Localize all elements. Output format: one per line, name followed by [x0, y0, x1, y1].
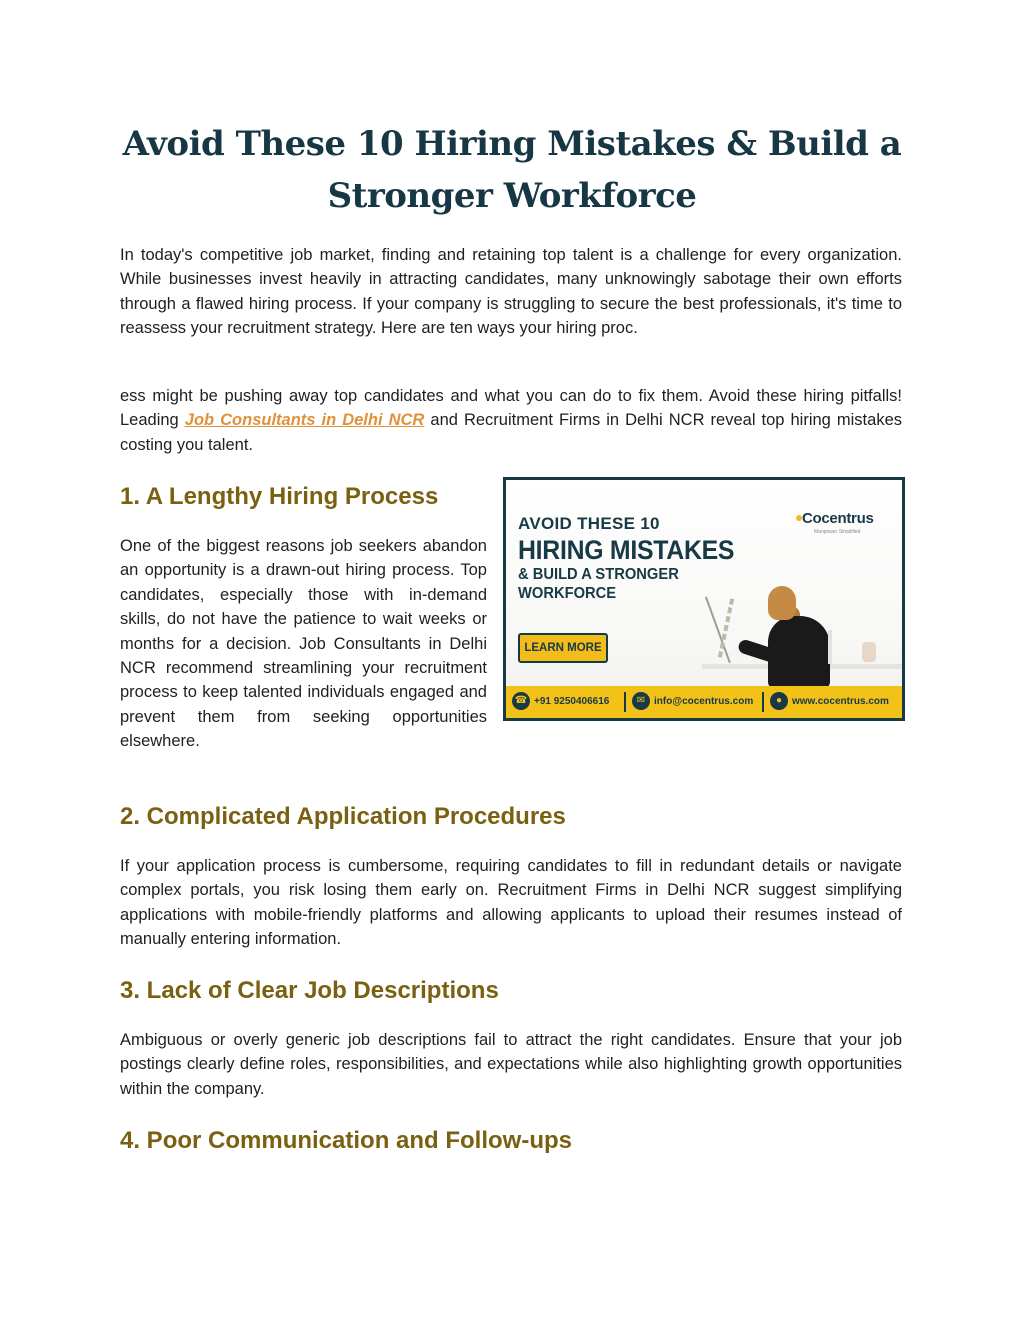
- banner-line-2: HIRING MISTAKES: [518, 535, 735, 565]
- learn-more-button: LEARN MORE: [518, 633, 608, 663]
- section-4-heading: 4. Poor Communication and Follow-ups: [120, 1127, 573, 1154]
- banner-website: [770, 692, 889, 712]
- banner-email: [632, 692, 753, 712]
- section-1-body: One of the biggest reasons job seekers abandon an opportunity is a drawn-out hiring process. Top candidates, especially those with in-demand skills, do not have the patience to wait weeks or months for a decision. Job Consultants in Delhi NCR recommend streamlining your recruitment process to keep talented individuals engaged and prevent them from seeking opportunities elsewhere.: [120, 537, 487, 751]
- section-3-body: Ambiguous or overly generic job descriptions fail to attract the right candidates. Ensure that your job postings clearly define roles, responsibilities, and expectations while also highlighting growth opportunities within the company.: [120, 1031, 902, 1098]
- cocentrus-logo: [796, 506, 880, 536]
- mail-icon: ✉: [632, 692, 650, 710]
- section-3-heading: 3. Lack of Clear Job Descriptions: [120, 977, 499, 1004]
- intro-paragraph-continued: [120, 384, 902, 457]
- job-consultants-link[interactable]: Job Consultants in Delhi NCR: [184, 411, 425, 430]
- pot-decoration: [862, 642, 876, 662]
- section-2-heading: 2. Complicated Application Procedures: [120, 803, 566, 830]
- intro-paragraph: In today's competitive job market, finding and retaining top talent is a challenge for every organization. While businesses invest heavily in attracting candidates, many unknowingly sabotage their own efforts through a flawed hiring process. If your company is struggling to secure the best professionals, it's time to reassess your recruitment strategy. Here are ten ways your hiring proc.: [120, 246, 902, 338]
- woman-at-desk-illustration: [768, 616, 830, 688]
- banner-phone: [512, 692, 609, 712]
- intro2-after: and Recruitment Firms in Delhi NCR reveal top hiring mistakes costing you talent.: [120, 411, 902, 454]
- section-2-body: If your application process is cumbersome, requiring candidates to fill in redundant details or navigate complex portals, you risk losing them early on. Recruitment Firms in Delhi NCR suggest simplifying applications with mobile-friendly platforms and allowing applicants to upload their resumes instead of manually entering information.: [120, 857, 902, 949]
- banner-contact-bar: [506, 686, 902, 718]
- contact-divider: [624, 692, 626, 712]
- banner-phone-text: +91 9250406616: [534, 696, 610, 707]
- banner-website-text: www.cocentrus.com: [792, 696, 889, 707]
- hiring-mistakes-banner-image: [503, 477, 905, 721]
- logo-tagline: Manpower Simplified: [814, 529, 861, 535]
- globe-icon: ●: [770, 692, 788, 710]
- phone-icon: ☎: [512, 692, 530, 710]
- page-title: Avoid These 10 Hiring Mistakes & Build a Stronger Workforce: [122, 124, 902, 216]
- section-1-heading: 1. A Lengthy Hiring Process: [120, 483, 439, 510]
- lamp-decoration: [828, 630, 832, 664]
- woman-head-illustration: [768, 586, 796, 620]
- banner-email-text: info@cocentrus.com: [654, 696, 754, 707]
- logo-name: Cocentrus: [802, 510, 874, 527]
- intro2-before: ess might be pushing away top candidates and what you can do to fix them. Avoid these hiring pitfalls! Leading: [120, 387, 902, 430]
- banner-line-1: AVOID THESE 10: [518, 514, 660, 533]
- banner-line-3: & BUILD A STRONGER WORKFORCE: [518, 566, 679, 602]
- contact-divider: [762, 692, 764, 712]
